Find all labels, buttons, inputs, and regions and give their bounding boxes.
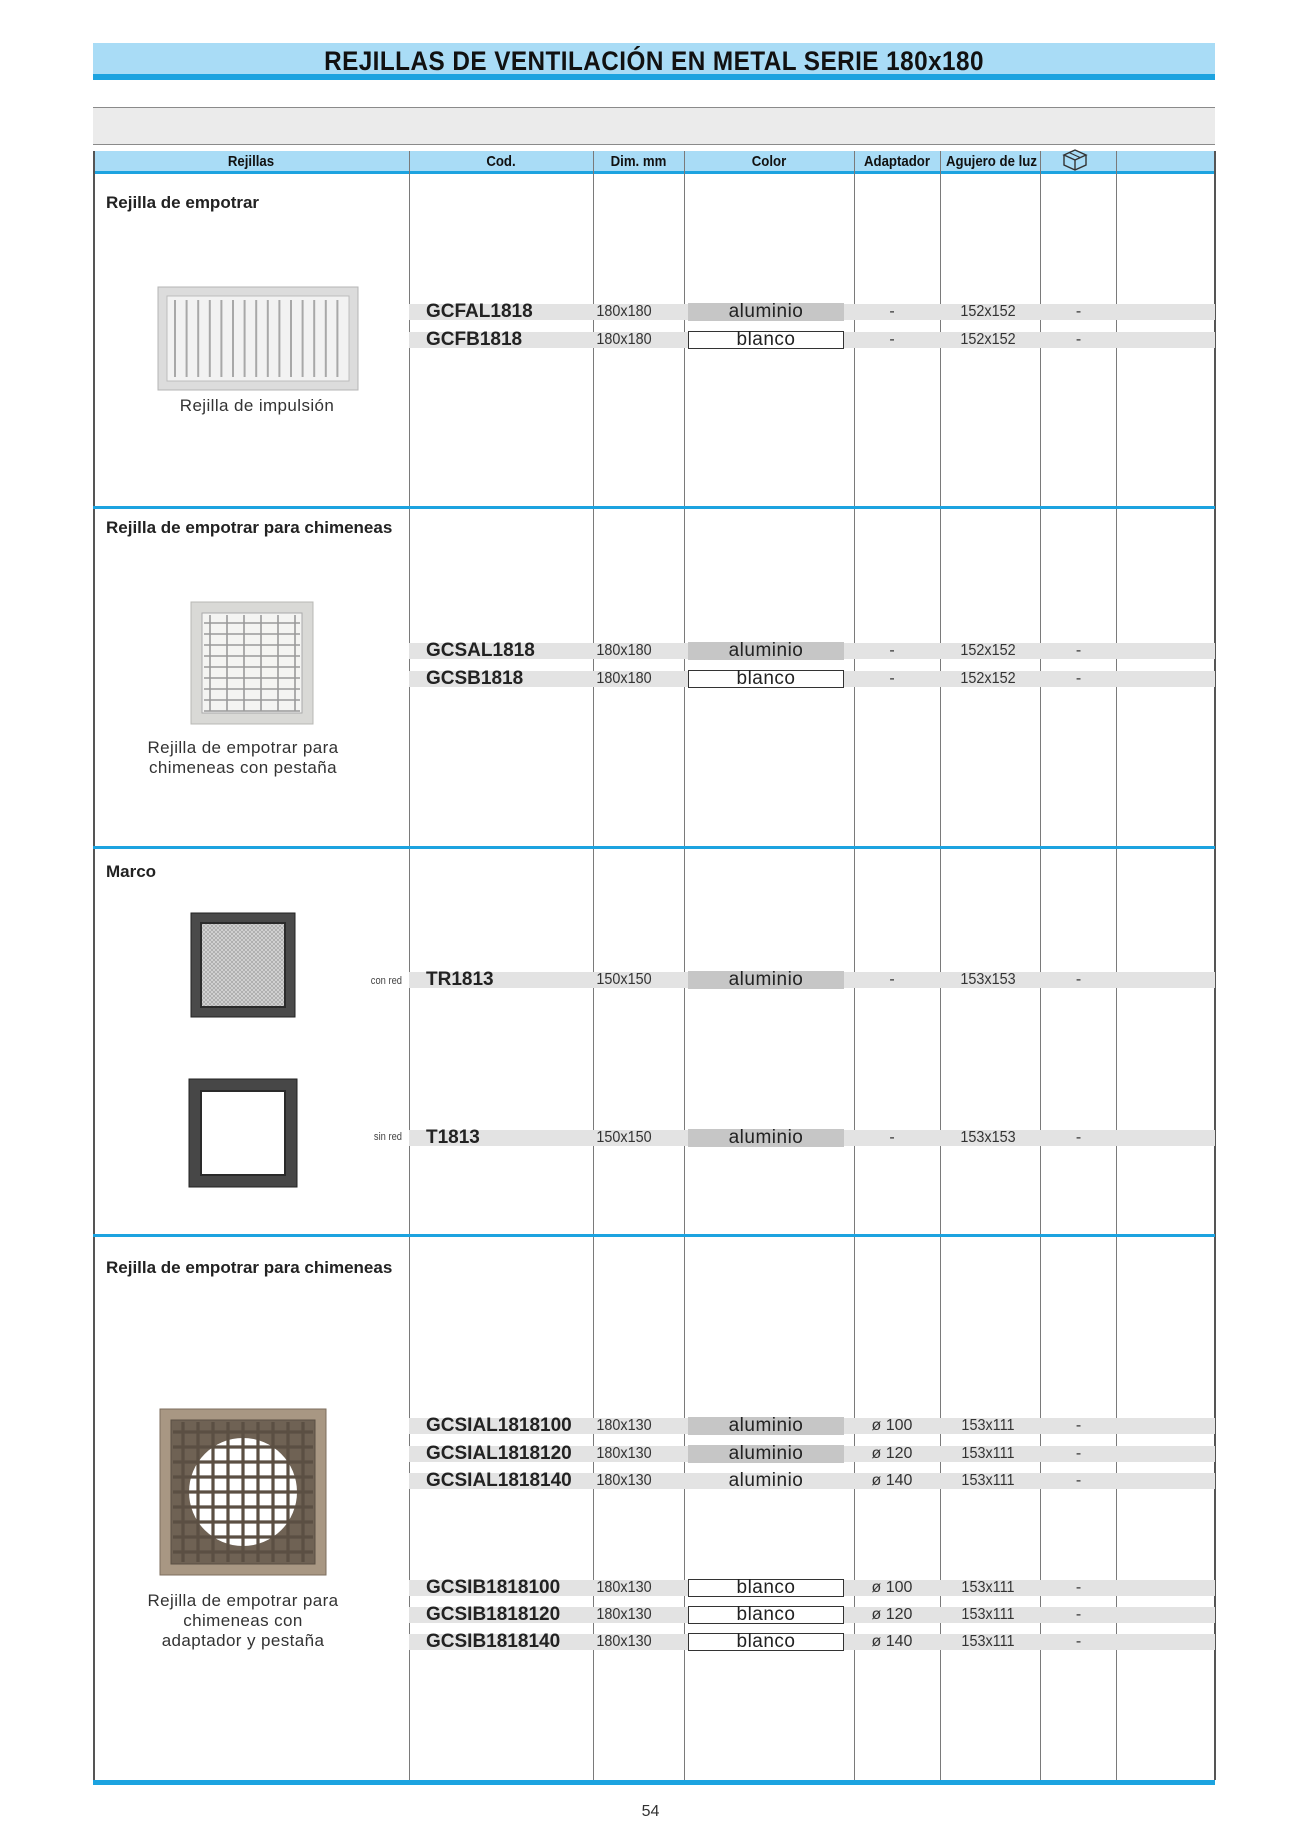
code-cell: GCSB1818 bbox=[426, 668, 524, 689]
hole-cell: 153x111 bbox=[961, 1606, 1015, 1623]
grid-line bbox=[854, 151, 855, 1780]
grille-with-adapter-image bbox=[159, 1408, 327, 1576]
color-cell: aluminio bbox=[688, 1129, 844, 1147]
col-header-dim: Dim. mm bbox=[610, 153, 667, 170]
adapter-cell: ø 120 bbox=[871, 1606, 913, 1623]
dim-cell: 180x130 bbox=[596, 1472, 652, 1489]
color-cell: aluminio bbox=[688, 642, 844, 660]
code-cell: GCSIAL1818140 bbox=[426, 1470, 572, 1491]
grid-line bbox=[1214, 151, 1216, 1780]
col-header-cod: Cod. bbox=[486, 153, 516, 170]
code-cell: GCSIB1818120 bbox=[426, 1604, 561, 1625]
dim-cell: 180x180 bbox=[596, 331, 652, 348]
color-cell: aluminio bbox=[688, 1445, 844, 1463]
section-title: Rejilla de empotrar bbox=[106, 193, 260, 212]
adapter-cell: ø 100 bbox=[871, 1579, 913, 1596]
image-caption bbox=[120, 1591, 366, 1651]
dim-cell: 150x150 bbox=[596, 1129, 652, 1146]
hole-cell: 153x111 bbox=[961, 1633, 1015, 1650]
table-row bbox=[409, 302, 1215, 322]
pack-cell: - bbox=[1075, 1129, 1082, 1146]
code-cell: T1813 bbox=[426, 1127, 480, 1148]
code-cell: GCSIB1818140 bbox=[426, 1631, 561, 1652]
pack-cell: - bbox=[1075, 642, 1082, 659]
table-bottom-border bbox=[93, 1780, 1215, 1785]
grid-line bbox=[593, 151, 594, 1780]
image-caption bbox=[120, 738, 366, 778]
code-cell: GCSIB1818100 bbox=[426, 1577, 561, 1598]
page-number: 54 bbox=[641, 1803, 660, 1820]
adapter-cell: ø 100 bbox=[871, 1417, 913, 1434]
grille-image bbox=[190, 601, 314, 725]
header-spacer-band bbox=[93, 107, 1215, 145]
table-row bbox=[409, 1632, 1215, 1652]
hole-cell: 153x111 bbox=[961, 1579, 1015, 1596]
caption-line: Rejilla de empotrar para bbox=[147, 1591, 339, 1610]
table-row bbox=[409, 330, 1215, 350]
dim-cell: 180x180 bbox=[596, 670, 652, 687]
table-row bbox=[409, 1416, 1215, 1436]
section-title: Rejilla de empotrar para chimeneas bbox=[106, 518, 393, 537]
color-cell: blanco bbox=[688, 1606, 844, 1624]
section-divider bbox=[93, 506, 1215, 509]
color-cell: aluminio bbox=[728, 1470, 804, 1491]
hole-cell: 152x152 bbox=[960, 642, 1016, 659]
table-row bbox=[409, 970, 1215, 990]
variant-label: sin red bbox=[373, 1131, 402, 1143]
hole-cell: 153x153 bbox=[960, 971, 1016, 988]
grid-line bbox=[940, 151, 941, 1780]
table-row bbox=[409, 641, 1215, 661]
image-caption: Rejilla de impulsión bbox=[179, 396, 335, 415]
adapter-cell: - bbox=[889, 642, 895, 659]
adapter-cell: - bbox=[889, 1129, 895, 1146]
col-header-agujero: Agujero de luz bbox=[946, 153, 1037, 170]
adapter-cell: - bbox=[889, 670, 895, 687]
pack-cell: - bbox=[1075, 1579, 1082, 1596]
grid-line bbox=[409, 151, 410, 1780]
hole-cell: 152x152 bbox=[960, 303, 1016, 320]
hole-cell: 153x153 bbox=[960, 1129, 1016, 1146]
code-cell: GCFB1818 bbox=[426, 329, 523, 350]
pack-cell: - bbox=[1075, 1417, 1082, 1434]
color-cell: aluminio bbox=[688, 971, 844, 989]
adapter-cell: ø 140 bbox=[871, 1472, 913, 1489]
section-divider bbox=[93, 846, 1215, 849]
dim-cell: 180x130 bbox=[596, 1417, 652, 1434]
color-cell: aluminio bbox=[688, 303, 844, 321]
dim-cell: 180x180 bbox=[596, 642, 652, 659]
grid-line bbox=[1116, 151, 1117, 1780]
dim-cell: 180x130 bbox=[596, 1633, 652, 1650]
pack-cell: - bbox=[1075, 1472, 1082, 1489]
pack-cell: - bbox=[1075, 303, 1082, 320]
caption-line: Rejilla de empotrar para bbox=[147, 738, 339, 757]
color-cell: blanco bbox=[688, 1633, 844, 1651]
grille-image bbox=[157, 286, 359, 391]
dim-cell: 180x130 bbox=[596, 1445, 652, 1462]
hole-cell: 153x111 bbox=[961, 1445, 1015, 1462]
hole-cell: 153x111 bbox=[961, 1472, 1015, 1489]
code-cell: GCSAL1818 bbox=[426, 640, 535, 661]
adapter-cell: - bbox=[889, 331, 895, 348]
adapter-cell: ø 120 bbox=[871, 1445, 913, 1462]
frame-without-mesh-image bbox=[188, 1078, 298, 1188]
hole-cell: 152x152 bbox=[960, 670, 1016, 687]
pack-cell: - bbox=[1075, 1633, 1082, 1650]
code-cell: TR1813 bbox=[426, 969, 494, 990]
adapter-cell: ø 140 bbox=[871, 1633, 913, 1650]
pack-cell: - bbox=[1075, 670, 1082, 687]
table-row bbox=[409, 669, 1215, 689]
table-header bbox=[93, 151, 1215, 174]
table-row bbox=[409, 1128, 1215, 1148]
grid-line bbox=[1040, 151, 1041, 1780]
caption-line: chimeneas con pestaña bbox=[149, 758, 337, 777]
color-cell: blanco bbox=[688, 1579, 844, 1597]
title-bar bbox=[93, 43, 1215, 80]
grid-line bbox=[684, 151, 685, 1780]
box-icon bbox=[1060, 147, 1090, 173]
pack-cell: - bbox=[1075, 971, 1082, 988]
pack-cell: - bbox=[1075, 1606, 1082, 1623]
table-row bbox=[409, 1605, 1215, 1625]
caption-line: chimeneas con bbox=[183, 1611, 303, 1630]
grid-line bbox=[93, 151, 95, 1780]
code-cell: GCFAL1818 bbox=[426, 301, 533, 322]
pack-cell: - bbox=[1075, 1445, 1082, 1462]
code-cell: GCSIAL1818120 bbox=[426, 1443, 572, 1464]
table-row bbox=[409, 1444, 1215, 1464]
code-cell: GCSIAL1818100 bbox=[426, 1415, 572, 1436]
color-cell: blanco bbox=[688, 331, 844, 349]
table-row bbox=[409, 1578, 1215, 1598]
adapter-cell: - bbox=[889, 303, 895, 320]
dim-cell: 180x130 bbox=[596, 1579, 652, 1596]
dim-cell: 180x130 bbox=[596, 1606, 652, 1623]
col-header-adaptador: Adaptador bbox=[864, 153, 930, 170]
section-divider bbox=[93, 1234, 1215, 1237]
col-header-rejillas: Rejillas bbox=[227, 153, 275, 170]
page-title: REJILLAS DE VENTILACIÓN EN METAL SERIE 180x180 bbox=[324, 46, 984, 76]
hole-cell: 152x152 bbox=[960, 331, 1016, 348]
variant-label: con red bbox=[370, 975, 402, 987]
color-cell: blanco bbox=[688, 670, 844, 688]
section-title: Marco bbox=[106, 862, 157, 881]
pack-cell: - bbox=[1075, 331, 1082, 348]
caption-line: adaptador y pestaña bbox=[161, 1631, 325, 1650]
dim-cell: 150x150 bbox=[596, 971, 652, 988]
table-row bbox=[409, 1471, 1215, 1491]
frame-with-mesh-image bbox=[190, 912, 296, 1018]
col-header-color: Color bbox=[751, 153, 787, 170]
hole-cell: 153x111 bbox=[961, 1417, 1015, 1434]
color-cell: aluminio bbox=[688, 1417, 844, 1435]
section-title: Rejilla de empotrar para chimeneas bbox=[106, 1258, 393, 1277]
dim-cell: 180x180 bbox=[596, 303, 652, 320]
adapter-cell: - bbox=[889, 971, 895, 988]
